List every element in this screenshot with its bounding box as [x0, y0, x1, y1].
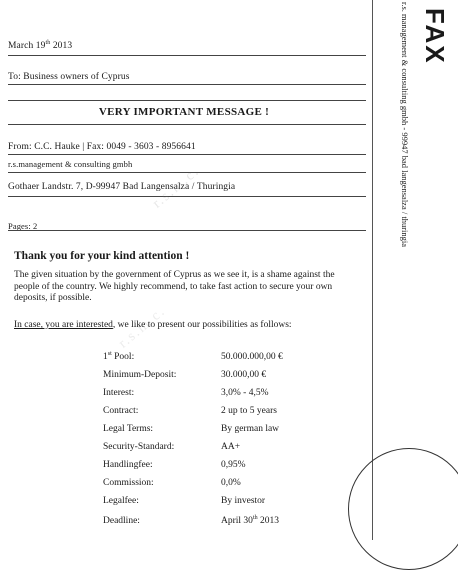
address-line: Gothaer Landstr. 7, D-99947 Bad Langensalza / Thuringia: [8, 182, 236, 192]
watermark: r.s.m.c.: [150, 163, 203, 212]
message-title: VERY IMPORTANT MESSAGE !: [98, 106, 270, 118]
paragraph-situation: The given situation by the government of Cyprus as we see it, is a shame against the people of the country. We highly recommend, to take fast action to secure your own deposits, if possible.: [14, 270, 335, 303]
from-line: From: C.C. Hauke | Fax: 0049 - 3603 - 8956641: [8, 142, 196, 152]
date-text: March 19: [8, 41, 46, 51]
term-row: [103, 370, 343, 386]
fax-label: [418, 8, 458, 68]
date-line: [8, 41, 360, 51]
vertical-company-label: r.s. management & consulting gmbh - 99947 bad langensalza / thuringia: [400, 2, 410, 248]
term-key: Security-Standard:: [103, 442, 175, 452]
term-row: [103, 442, 343, 458]
rule: [8, 196, 366, 197]
term-row: [103, 516, 343, 532]
rule: [8, 100, 366, 101]
fax-label-text: FAX: [420, 8, 450, 65]
term-key: Legal Terms:: [103, 424, 154, 434]
rule: [8, 84, 366, 85]
term-row: [103, 424, 343, 440]
to-line: To: Business owners of Cyprus: [8, 72, 130, 82]
rule: [8, 55, 366, 56]
date-sup: th: [45, 39, 51, 46]
term-value: By german law: [221, 424, 280, 434]
watermark: r.s.m.c.: [116, 303, 169, 352]
term-value: 2 up to 5 years: [221, 406, 277, 416]
term-row: [103, 496, 343, 512]
term-value: By investor: [221, 496, 266, 506]
term-row: [103, 388, 343, 404]
term-key: Contract:: [103, 406, 139, 416]
term-key: Legalfee:: [103, 496, 139, 506]
term-key: Interest:: [103, 388, 135, 398]
term-key: Minimum-Deposit:: [103, 370, 177, 380]
company-line: r.s.management & consulting gmbh: [8, 159, 133, 169]
pages-line: Pages: 2: [8, 221, 38, 231]
term-row: [103, 406, 343, 422]
term-value: 3,0% - 4,5%: [221, 388, 269, 398]
paragraph-offer-rest: , we like to present our possibilities as follows:: [112, 320, 292, 330]
stamp-circle: [348, 448, 458, 570]
rule: [8, 154, 366, 155]
paragraph-offer: [14, 320, 354, 332]
paragraph-offer-underlined: In case, you are interested: [14, 320, 113, 330]
rule: [8, 124, 366, 125]
term-key: 1st Pool:: [103, 350, 135, 362]
term-row: [103, 352, 343, 368]
term-key: Commission:: [103, 478, 154, 488]
term-value: AA+: [221, 442, 241, 452]
term-value: 0,0%: [221, 478, 241, 488]
rule: [8, 230, 366, 231]
vertical-company-text: [398, 0, 418, 380]
term-value: 0,95%: [221, 460, 246, 470]
term-key: Handlingfee:: [103, 460, 153, 470]
term-key: Deadline:: [103, 516, 140, 526]
term-row: [103, 460, 343, 476]
date-year: 2013: [50, 41, 73, 51]
term-value: 30.000,00 €: [221, 370, 267, 380]
term-row: [103, 478, 343, 494]
term-value: 50.000.000,00 €: [221, 352, 283, 362]
term-value: April 30th 2013: [221, 514, 279, 526]
greeting: Thank you for your kind attention !: [14, 250, 190, 262]
